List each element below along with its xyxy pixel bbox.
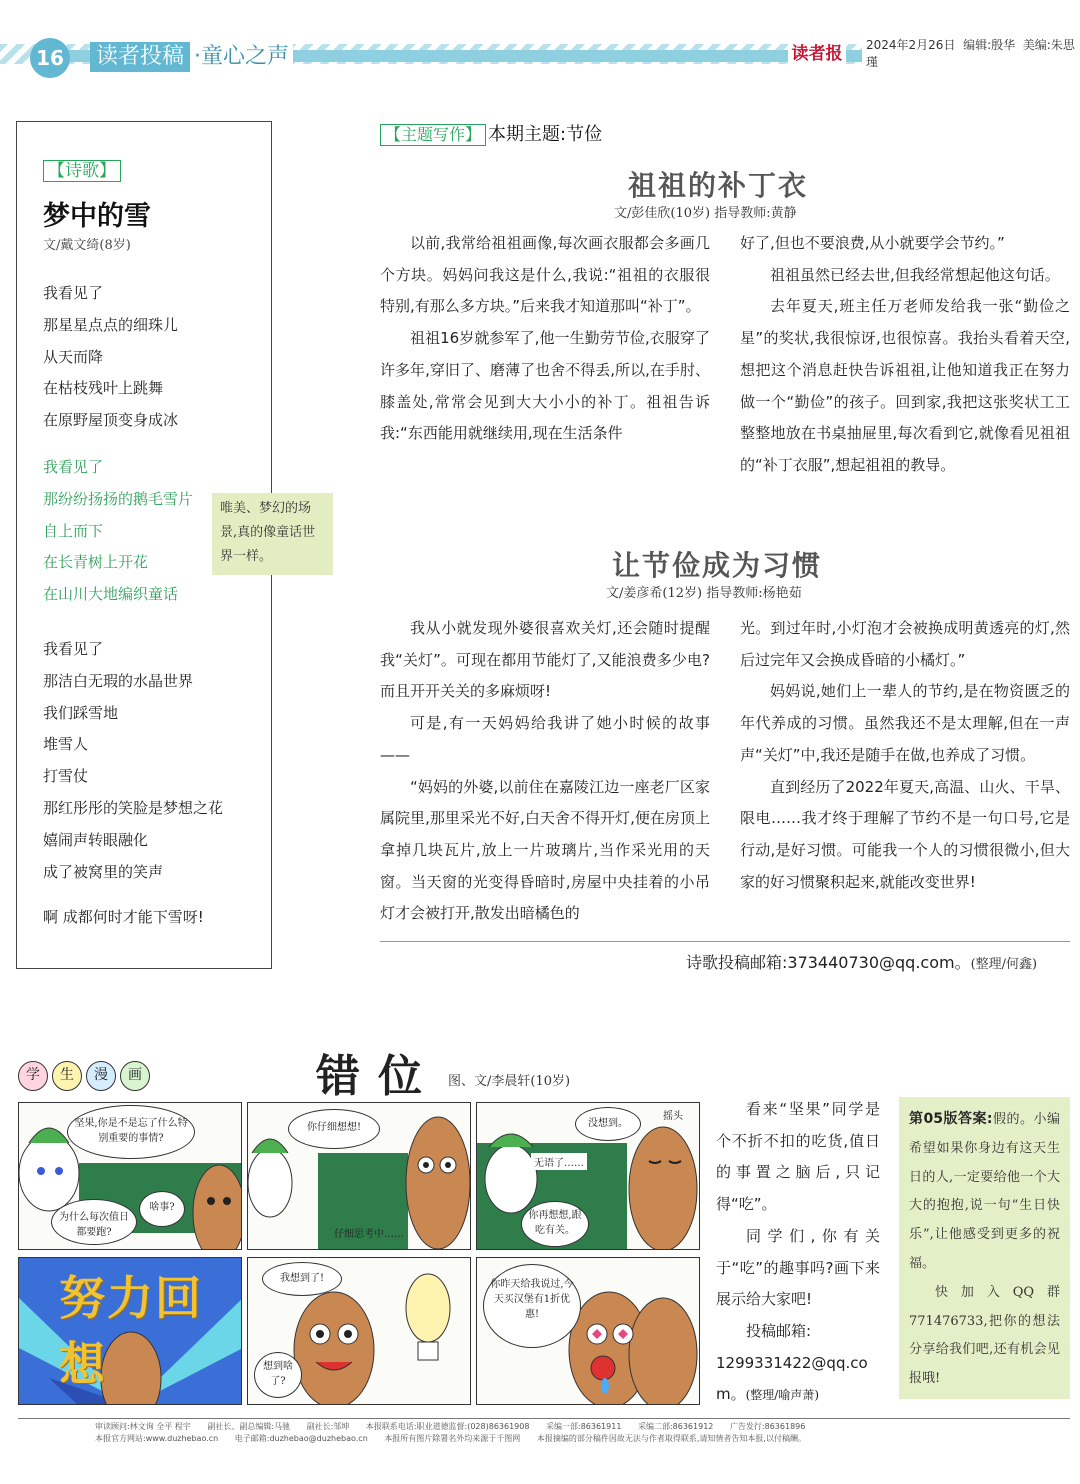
footer-item: 本报联系电话:职业道德监督:(028)86361908	[365, 1422, 530, 1431]
header-meta	[862, 36, 1080, 70]
speech-bubble: 你昨天给我说过,今天买汉堡有1折优惠!	[483, 1264, 581, 1348]
footer-line-1	[95, 1421, 1075, 1433]
poem-submission	[686, 950, 1037, 973]
footer-line-2	[95, 1433, 1075, 1445]
poem-stanza-2	[43, 452, 193, 611]
speech-bubble: 为什么每次值日都要跑?	[51, 1199, 137, 1245]
paragraph: 光。到过年时,小灯泡才会被换成明黄透亮的灯,然后过完年又会换成昏暗的小橘灯。”	[740, 619, 1070, 669]
speech-bubble: 想到啥了?	[254, 1352, 302, 1398]
poem-submission-editor: (整理/何鑫)	[970, 957, 1038, 972]
footer-website: 本报官方网站:www.duzhebao.cn	[95, 1434, 219, 1443]
paragraph: 投稿邮箱:	[746, 1321, 812, 1340]
comic-caption: 摇头	[663, 1111, 683, 1122]
comic-editor: (整理/喻声萧)	[745, 1388, 820, 1403]
footer-email: 电子邮箱:duzhebao@duzhebao.cn	[234, 1434, 368, 1443]
footer-divider	[18, 1418, 1070, 1419]
comic-panel-1	[18, 1102, 242, 1250]
speech-bubble: 没想到。	[575, 1107, 641, 1141]
poem-line: 那洁白无瑕的水晶世界	[43, 671, 194, 690]
speech-bubble: 你再想想,跟吃有关。	[521, 1201, 589, 1247]
footer-item: 审读顾问:林文询 全平 程宇	[95, 1422, 191, 1431]
answer-qq-group: 快加入QQ群771476733,把你的想法分享给我们吧,还有机会见报哦!	[909, 1284, 1060, 1387]
page-footer	[95, 1421, 1075, 1445]
comic-caption: 无语了……	[531, 1153, 587, 1170]
footer-item: 本报摘编的部分稿件因故无法与作者取得联系,请知情者告知本报,以付稿酬。	[536, 1434, 806, 1443]
footer-item: 采编一部:86361911	[546, 1422, 622, 1431]
footer-item: 本报所有图片除署名外均来源于千图网	[384, 1434, 521, 1443]
poem-tag: 【诗歌】	[43, 160, 121, 182]
speech-bubble: 坚果,你是不是忘了什么特别重要的事情?	[67, 1105, 195, 1159]
speech-bubble: 啥事?	[139, 1191, 185, 1227]
comic-big-word: 努力回想	[59, 1271, 203, 1391]
speech-bubble: 你仔细想想!	[288, 1109, 380, 1149]
answer-title: 第05版答案:	[909, 1111, 993, 1127]
comic-panel-5	[247, 1257, 471, 1405]
page-number: 16	[30, 38, 70, 78]
poem-byline: 文/戴文绮(8岁)	[43, 238, 131, 253]
poem-submission-email: 诗歌投稿邮箱:373440730@qq.com。	[686, 953, 971, 972]
answer-box	[899, 1097, 1070, 1399]
comic-narration	[716, 1094, 880, 1412]
designer-credit: 美编:朱思瑾	[866, 38, 1075, 69]
paragraph: 祖祖16岁就参军了,他一生勤劳节俭,衣服穿了许多年,穿旧了、磨薄了也舍不得丢,所以,在手肘、膝盖处,常常会见到大大小小的补丁。祖祖告诉我:“东西能用就继续用,现在生活条件	[380, 329, 710, 443]
footer-item: 副社长:邹坤	[306, 1422, 350, 1431]
poem-title: 梦中的雪	[43, 201, 151, 232]
paragraph: 可是,有一天妈妈给我讲了她小时候的故事——	[380, 714, 710, 764]
comic-panel-4	[18, 1257, 242, 1405]
poem-line: 打雪仗	[43, 767, 89, 786]
poem-line: 我看见了	[43, 640, 104, 658]
comic-panel-6	[476, 1257, 700, 1405]
article-1-column-1	[380, 228, 710, 450]
poem-stanza-1	[43, 278, 178, 437]
paragraph: 以前,我常给祖祖画像,每次画衣服都会多画几个方块。妈妈问我这是什么,我说:“祖祖的衣服很特别,有那么多方块。”后来我才知道那叫“补丁”。	[380, 234, 710, 316]
poem-line: 我看见了	[43, 458, 104, 476]
footer-item: 副社长、副总编辑:马驰	[207, 1422, 291, 1431]
poem-line: 从天而降	[43, 347, 104, 366]
comic-email: 1299331422@qq.com。	[716, 1353, 868, 1404]
section-subname: ·童心之声	[190, 42, 293, 72]
paragraph: 妈妈说,她们上一辈人的节约,是在物资匮乏的年代养成的习惯。虽然我还不是太理解,但在一声声“关灯”中,我还是随手在做,也养成了习惯。	[740, 682, 1070, 764]
section-name: 读者投稿	[90, 42, 190, 72]
comic-caption: 仔细思考中……	[334, 1229, 404, 1240]
paragraph: 好了,但也不要浪费,从小就要学会节约。”	[740, 234, 1005, 252]
poem-line: 那纷纷扬扬的鹅毛雪片	[43, 489, 194, 508]
comic-tag-char: 学	[18, 1061, 48, 1091]
poem-comment-note: 唯美、梦幻的场景,真的像童话世界一样。	[212, 493, 333, 575]
paragraph: 我从小就发现外婆很喜欢关灯,还会随时提醒我“关灯”。可现在都用节能灯了,又能浪费多少电?而且开开关关的多麻烦呀!	[380, 619, 710, 701]
poem-line: 在长青树上开花	[43, 553, 149, 572]
article-2-title: 让节俭成为习惯	[612, 549, 823, 582]
section-divider	[380, 941, 1070, 942]
footer-item: 采编二部:86361912	[637, 1422, 714, 1431]
poem-line: 嬉闹声转眼融化	[43, 830, 149, 849]
theme-text: 本期主题:节俭	[488, 124, 603, 145]
poem-line: 成了被窝里的笑声	[43, 862, 164, 881]
poem-line: 那红彤彤的笑脸是梦想之花	[43, 798, 224, 817]
poem-line: 堆雪人	[43, 735, 89, 754]
comic-byline: 图、文/李晨轩(10岁)	[448, 1074, 571, 1089]
theme-tag: 【主题写作】	[380, 124, 486, 146]
comic-submission-email	[716, 1348, 880, 1412]
paragraph: 直到经历了2022年夏天,高温、山火、干旱、限电……我才终于理解了节约不是一句口号,它是行动,是好习惯。可能我一个人的习惯很微小,但大家的好习惯聚积起来,就能改变世界!	[740, 777, 1070, 891]
comic-tag-char: 漫	[86, 1061, 116, 1091]
editor-credit: 编辑:殷华	[963, 38, 1016, 52]
comic-tag-char: 画	[120, 1061, 150, 1091]
poem-line: 我们踩雪地	[43, 703, 119, 722]
logo-text: 读者报	[791, 44, 843, 64]
paragraph: 看来“坚果”同学是个不折不扣的吃货,值日的事置之脑后,只记得“吃”。	[716, 1100, 880, 1214]
theme-heading	[380, 120, 602, 146]
poem-line: 在山川大地编织童话	[43, 585, 179, 604]
article-2-column-1	[380, 613, 710, 930]
footer-item: 广告发行:86361896	[729, 1422, 806, 1431]
newspaper-logo	[788, 34, 846, 68]
article-2-byline: 文/姜彦希(12岁) 指导教师:杨艳茹	[606, 586, 802, 601]
poem-stanza-3	[43, 634, 223, 888]
poem-line: 啊 成都何时才能下雪呀!	[43, 908, 204, 926]
comic-panel-2	[247, 1102, 471, 1250]
speech-bubble: 我想到了!	[262, 1262, 342, 1296]
issue-date: 2024年2月26日	[866, 38, 956, 52]
paragraph: 同学们,你有关于“吃”的趣事吗?画下来展示给大家吧!	[716, 1226, 880, 1309]
page-header	[0, 0, 1080, 110]
comic-tag-char: 生	[52, 1061, 82, 1091]
comic-panel-3	[476, 1102, 700, 1250]
poem-line: 那星星点点的细珠儿	[43, 315, 179, 334]
article-2-column-2	[740, 613, 1070, 898]
article-1-title: 祖祖的补丁衣	[628, 169, 809, 202]
paragraph: 祖祖虽然已经去世,但我经常想起他这句话。	[770, 265, 1060, 284]
poem-closing	[43, 902, 204, 934]
answer-body: 假的。小编希望如果你身边有这天生日的人,一定要给他一个大大的抱抱,说一句“生日快乐”,让他感受到更多的祝福。	[909, 1112, 1060, 1271]
poem-line: 我看见了	[43, 284, 104, 302]
poem-line: 在原野屋顶变身成冰	[43, 411, 179, 430]
comic-title: 错位	[316, 1051, 440, 1102]
poem-line: 自上而下	[43, 521, 104, 540]
article-1-column-2	[740, 228, 1070, 482]
paragraph: 去年夏天,班主任万老师发给我一张“勤俭之星”的奖状,我很惊讶,也很惊喜。我抬头看着天空,想把这个消息赶快告诉祖祖,让他知道我正在努力做一个“勤俭”的孩子。回到家,我把这张奖状工工整整地放在书桌抽屉里,每次看到它,就像看见祖祖的“补丁衣服”,想起祖祖的教导。	[740, 297, 1070, 474]
poem-line: 在枯枝残叶上跳舞	[43, 379, 164, 398]
paragraph: “妈妈的外婆,以前住在嘉陵江边一座老厂区家属院里,那里采光不好,白天舍不得开灯,便在房顶上拿掉几块瓦片,放上一片玻璃片,当作采光用的天窗。当天窗的光变得昏暗时,房屋中央挂着的小吊灯才会被打开,散发出暗橘色的	[380, 777, 710, 923]
article-1-byline: 文/彭佳欣(10岁) 指导教师:黄静	[614, 206, 797, 221]
